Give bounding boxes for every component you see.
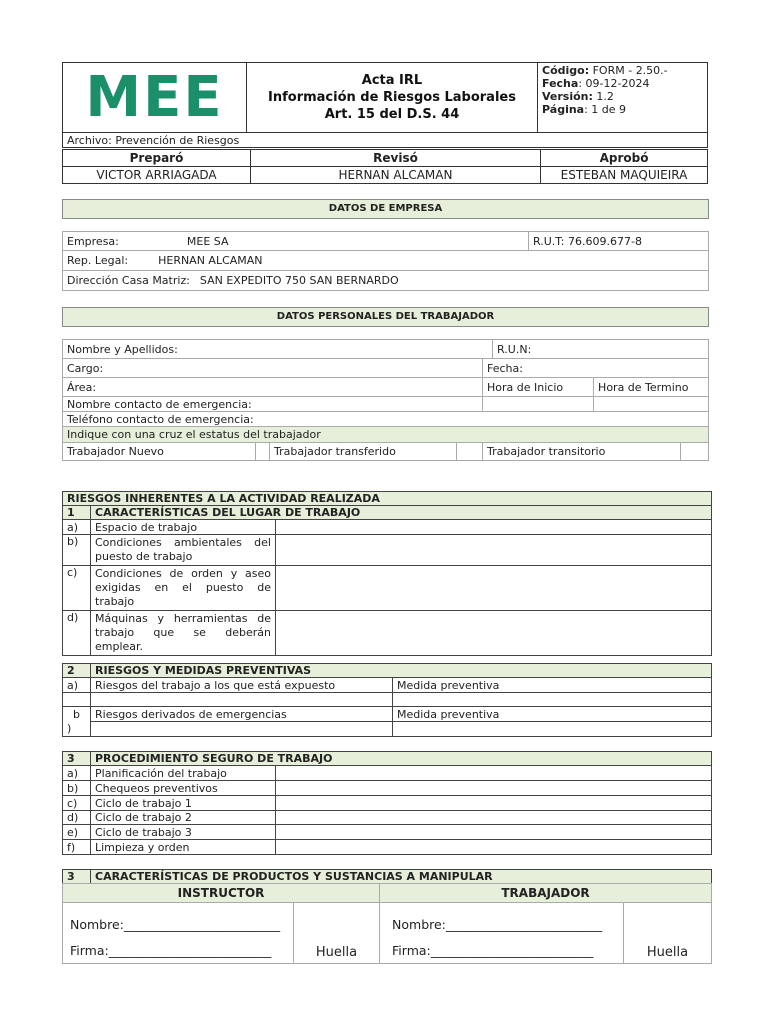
direccion-row: [63, 271, 709, 291]
trabajador-sign-area[interactable]: [380, 903, 624, 964]
document-meta: [538, 63, 708, 133]
hora-termino-value[interactable]: [594, 397, 709, 412]
item-text: Espacio de trabajo: [91, 520, 276, 535]
item-answer[interactable]: [276, 811, 712, 825]
pagina-value: : 1 de 9: [584, 103, 627, 116]
nuevo-checkbox[interactable]: [256, 443, 270, 461]
empresa-label: Empresa:: [67, 234, 119, 248]
version-label: Versión:: [542, 90, 593, 103]
run-field[interactable]: R.U.N:: [493, 340, 709, 359]
item-text: Ciclo de trabajo 2: [91, 811, 276, 825]
empresa-value: MEE SA: [186, 234, 229, 248]
approvals-table: [62, 149, 708, 184]
item-answer[interactable]: [276, 781, 712, 796]
approved-name: ESTEBAN MAQUIEIRA: [541, 167, 708, 184]
item-text: Ciclo de trabajo 3: [91, 825, 276, 840]
riesgos-trabajo-answer[interactable]: [91, 693, 393, 707]
reviewed-name: HERNAN ALCAMAN: [251, 167, 541, 184]
item-text: Ciclo de trabajo 1: [91, 796, 276, 811]
item-text: Limpieza y orden: [91, 840, 276, 855]
trabajador-section-title: DATOS PERSONALES DEL TRABAJADOR: [62, 307, 709, 327]
riesgos-emergencias-answer[interactable]: [91, 722, 393, 737]
nombre-field[interactable]: Nombre y Apellidos:: [63, 340, 493, 359]
codigo-label: Código:: [542, 64, 590, 77]
instructor-sign-area[interactable]: [63, 903, 294, 964]
trabajador-firma[interactable]: Firma:__________________________: [392, 943, 594, 958]
trabajador-nombre[interactable]: Nombre:_________________________: [392, 917, 603, 932]
item-text: Condiciones de orden y aseo exigidas en el puesto de trabajo: [91, 566, 276, 611]
empresa-row: [63, 232, 529, 251]
section-2-number: 2: [63, 664, 91, 678]
item-letter: b): [63, 535, 91, 566]
riesgos-trabajo-label: Riesgos del trabajo a los que está expuesto: [91, 678, 393, 693]
transitorio-checkbox[interactable]: [681, 443, 709, 461]
item-answer[interactable]: [276, 840, 712, 855]
mee-logo: MEE: [85, 65, 224, 130]
prepared-name: VICTOR ARRIAGADA: [63, 167, 251, 184]
rep-legal-label: Rep. Legal:: [67, 254, 129, 267]
item-answer[interactable]: [276, 766, 712, 781]
rep-legal-row: [63, 251, 709, 271]
nuevo-label: Trabajador Nuevo: [63, 443, 256, 461]
section-3-title: PROCEDIMIENTO SEGURO DE TRABAJO: [91, 752, 712, 766]
hora-termino-label: Hora de Termino: [594, 378, 709, 397]
direccion-value: SAN EXPEDITO 750 SAN BERNARDO: [199, 274, 399, 287]
item-text: Máquinas y herramientas de trabajo que se deberán emplear.: [91, 611, 276, 656]
codigo-value: FORM - 2.50.-: [589, 64, 668, 77]
fecha-value: : 09-12-2024: [578, 77, 650, 90]
empresa-table: [62, 231, 709, 291]
rut-value: R.U.T: 76.609.677-8: [529, 232, 709, 251]
version-value: 1.2: [592, 90, 614, 103]
fecha-field[interactable]: Fecha:: [483, 359, 709, 378]
title-line-3: Art. 15 del D.S. 44: [324, 107, 460, 122]
item-letter: a): [63, 520, 91, 535]
trabajador-table: [62, 339, 709, 461]
instructor-firma[interactable]: Firma:__________________________: [70, 943, 272, 958]
section-3b-number: 3: [63, 870, 91, 884]
medida-preventiva-answer[interactable]: [393, 722, 712, 737]
item-letter: c): [63, 566, 91, 611]
pagina-label: Página: [542, 103, 585, 116]
item-letter: c): [63, 796, 91, 811]
item-letter-paren: ): [63, 722, 91, 737]
riesgos-emergencias-label: Riesgos derivados de emergencias: [91, 707, 393, 722]
document-title: [247, 63, 538, 133]
item-text: Condiciones ambientales del puesto de trabajo: [91, 535, 276, 566]
area-field[interactable]: Área:: [63, 378, 483, 397]
procedimiento-table: [62, 751, 712, 855]
transferido-label: Trabajador transferido: [270, 443, 457, 461]
contacto-field[interactable]: Nombre contacto de emergencia:: [63, 397, 483, 412]
medida-preventiva-label: Medida preventiva: [393, 707, 712, 722]
hora-inicio-value[interactable]: [483, 397, 594, 412]
item-answer[interactable]: [276, 520, 712, 535]
reviewed-header: Revisó: [251, 150, 541, 167]
section-2-title: RIESGOS Y MEDIDAS PREVENTIVAS: [91, 664, 712, 678]
header-table: [62, 62, 708, 148]
telefono-field[interactable]: Teléfono contacto de emergencia:: [63, 412, 709, 427]
item-letter: b: [63, 707, 91, 722]
item-text: Chequeos preventivos: [91, 781, 276, 796]
hora-inicio-label: Hora de Inicio: [483, 378, 594, 397]
trabajador-huella[interactable]: Huella: [624, 903, 712, 964]
item-letter: d): [63, 611, 91, 656]
item-letter: d): [63, 811, 91, 825]
logo-cell: [63, 63, 247, 133]
estatus-instruction: Indique con una cruz el estatus del trabajador: [63, 427, 709, 443]
item-answer[interactable]: [276, 535, 712, 566]
medida-preventiva-answer[interactable]: [393, 693, 712, 707]
instructor-huella[interactable]: Huella: [294, 903, 380, 964]
item-answer[interactable]: [276, 566, 712, 611]
cargo-field[interactable]: Cargo:: [63, 359, 483, 378]
instructor-header: INSTRUCTOR: [63, 884, 380, 903]
section-3b-title: CARACTERÍSTICAS DE PRODUCTOS Y SUSTANCIAS A MANIPULAR: [91, 870, 712, 884]
archivo-label: Archivo: Prevención de Riesgos: [63, 133, 708, 148]
productos-header-table: [62, 869, 712, 884]
title-line-1: Acta IRL: [361, 73, 423, 88]
transitorio-label: Trabajador transitorio: [483, 443, 681, 461]
section-1-title: CARACTERÍSTICAS DEL LUGAR DE TRABAJO: [91, 506, 712, 520]
item-answer[interactable]: [276, 796, 712, 811]
prepared-header: Preparó: [63, 150, 251, 167]
title-line-2: Información de Riesgos Laborales: [268, 90, 516, 105]
item-answer[interactable]: [276, 611, 712, 656]
medida-preventiva-label: Medida preventiva: [393, 678, 712, 693]
instructor-nombre[interactable]: Nombre:_________________________: [70, 917, 281, 932]
direccion-label: Dirección Casa Matriz:: [67, 274, 190, 287]
riesgos-main-title: RIESGOS INHERENTES A LA ACTIVIDAD REALIZADA: [63, 492, 712, 506]
section-1-number: 1: [63, 506, 91, 520]
blank-cell: [63, 693, 91, 707]
approved-header: Aprobó: [541, 150, 708, 167]
firmas-table: [62, 883, 712, 964]
transferido-checkbox[interactable]: [457, 443, 483, 461]
section-3-number: 3: [63, 752, 91, 766]
item-letter: a): [63, 766, 91, 781]
item-letter: f): [63, 840, 91, 855]
item-answer[interactable]: [276, 825, 712, 840]
medidas-table: [62, 663, 712, 737]
trabajador-header: TRABAJADOR: [380, 884, 712, 903]
rep-legal-value: HERNAN ALCAMAN: [158, 254, 263, 267]
riesgos-table: [62, 491, 712, 656]
empresa-section-title: DATOS DE EMPRESA: [62, 199, 709, 219]
fecha-label: Fecha: [542, 77, 579, 90]
item-letter: a): [63, 678, 91, 693]
item-letter: b): [63, 781, 91, 796]
item-letter: e): [63, 825, 91, 840]
item-text: Planificación del trabajo: [91, 766, 276, 781]
